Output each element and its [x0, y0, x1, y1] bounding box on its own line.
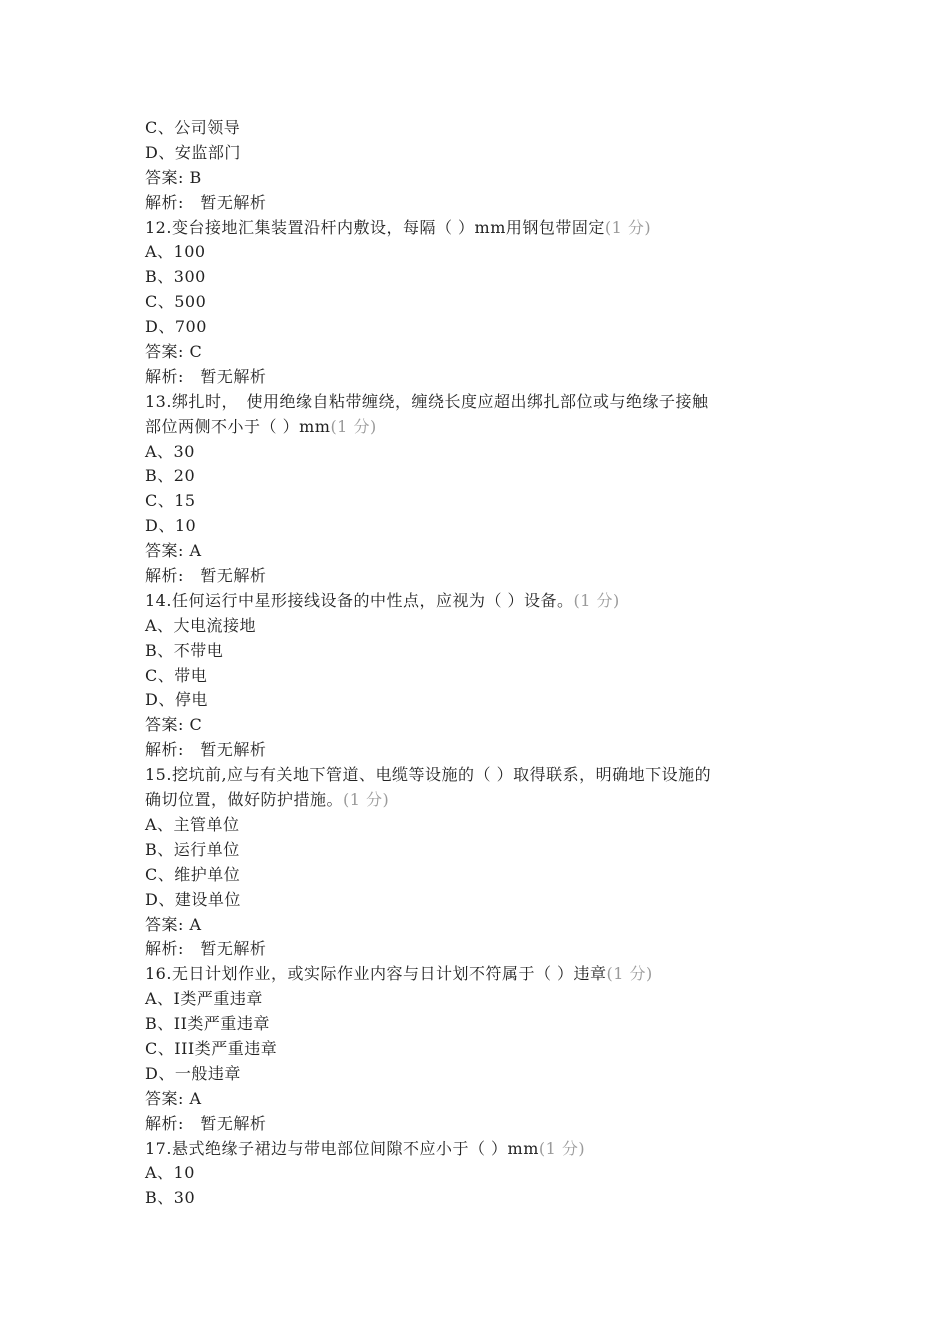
line-text: 14.任何运行中星形接线设备的中性点，应视为（ ）设备。 [145, 590, 574, 610]
text-line [145, 340, 825, 365]
text-line [145, 1087, 825, 1112]
line-text: 解析: 暂无解析 [145, 939, 267, 959]
text-line [145, 514, 825, 539]
text-line [145, 813, 825, 838]
line-text: C、带电 [145, 665, 208, 685]
line-text: 12.变台接地汇集装置沿杆内敷设，每隔（ ）mm用钢包带固定 [145, 217, 605, 237]
text-line [145, 913, 825, 938]
score-label: (1 分) [604, 217, 652, 237]
text-line [145, 489, 825, 514]
text-line [145, 713, 825, 738]
text-line [145, 763, 825, 788]
line-text: 15.挖坑前,应与有关地下管道、电缆等设施的（ ）取得联系，明确地下设施的 [145, 765, 712, 785]
text-line [145, 589, 825, 614]
line-text: D、安监部门 [145, 142, 241, 162]
text-line [145, 1012, 825, 1037]
line-text: B、II类严重违章 [145, 1014, 270, 1034]
text-line [145, 464, 825, 489]
line-text: A、30 [145, 441, 195, 461]
text-line [145, 838, 825, 863]
text-line [145, 240, 825, 265]
score-label: (1 分) [330, 416, 377, 436]
text-line [145, 639, 825, 664]
text-line [145, 141, 825, 166]
line-text: 答案: B [145, 167, 202, 187]
text-line [145, 1112, 825, 1137]
text-line [145, 290, 825, 315]
text-line [145, 788, 825, 813]
line-text: 答案: A [145, 914, 202, 934]
text-line [145, 614, 825, 639]
line-text: D、一般违章 [145, 1063, 241, 1083]
text-line [145, 1161, 825, 1186]
score-label: (1 分) [606, 964, 653, 984]
text-line [145, 440, 825, 465]
line-text: A、10 [145, 1163, 195, 1183]
line-text: B、300 [145, 267, 206, 287]
line-text: 解析: 暂无解析 [145, 566, 267, 586]
text-line [145, 216, 825, 241]
line-text: 16.无日计划作业，或实际作业内容与日计划不符属于（ ）违章 [145, 964, 607, 984]
text-line [145, 415, 825, 440]
text-line [145, 962, 825, 987]
text-line [145, 315, 825, 340]
line-text: D、停电 [145, 690, 208, 710]
text-line [145, 863, 825, 888]
text-line [145, 1037, 825, 1062]
line-text: C、15 [145, 491, 196, 511]
line-text: C、维护单位 [145, 864, 241, 884]
text-line [145, 1137, 825, 1162]
score-label: (1 分) [343, 790, 390, 810]
line-text: A、大电流接地 [145, 615, 257, 635]
line-text: 解析: 暂无解析 [145, 192, 267, 212]
score-label: (1 分) [573, 590, 620, 610]
text-line [145, 1186, 825, 1211]
text-line [145, 390, 825, 415]
text-line [145, 166, 825, 191]
text-line [145, 265, 825, 290]
text-line [145, 191, 825, 216]
text-line [145, 664, 825, 689]
line-text: 17.悬式绝缘子裙边与带电部位间隙不应小于（ ）mm [145, 1138, 539, 1158]
score-label: (1 分) [538, 1138, 586, 1158]
text-line [145, 888, 825, 913]
line-text: B、不带电 [145, 640, 224, 660]
text-line [145, 564, 825, 589]
line-text: C、公司领导 [145, 118, 241, 137]
line-text: 解析: 暂无解析 [145, 740, 267, 760]
line-text: C、500 [145, 292, 207, 312]
line-text: 部位两侧不小于（ ）mm [145, 416, 331, 436]
line-text: 答案: C [145, 715, 203, 735]
line-text: B、20 [145, 466, 196, 486]
line-text: D、10 [145, 516, 197, 536]
line-text: 解析: 暂无解析 [145, 366, 267, 386]
line-text: 确切位置，做好防护措施。 [145, 790, 344, 810]
line-text: A、I类严重违章 [145, 989, 263, 1009]
line-text: D、700 [145, 317, 207, 337]
line-text: B、30 [145, 1188, 196, 1208]
text-line [145, 539, 825, 564]
line-text: B、运行单位 [145, 839, 240, 859]
text-line [145, 937, 825, 962]
text-line [145, 116, 825, 141]
line-text: C、III类严重违章 [145, 1038, 278, 1058]
line-text: 答案: A [145, 541, 202, 561]
text-line [145, 365, 825, 390]
line-text: D、建设单位 [145, 889, 241, 909]
line-text: 答案: A [145, 1088, 202, 1108]
line-text: A、主管单位 [145, 814, 240, 834]
text-line [145, 1062, 825, 1087]
line-text: 解析: 暂无解析 [145, 1113, 267, 1133]
text-line [145, 688, 825, 713]
text-line [145, 738, 825, 763]
question-list [145, 116, 825, 1211]
line-text: A、100 [145, 242, 206, 262]
text-line [145, 987, 825, 1012]
line-text: 13.绑扎时， 使用绝缘自粘带缠绕，缠绕长度应超出绑扎部位或与绝缘子接触 [145, 391, 709, 411]
line-text: 答案: C [145, 342, 203, 362]
